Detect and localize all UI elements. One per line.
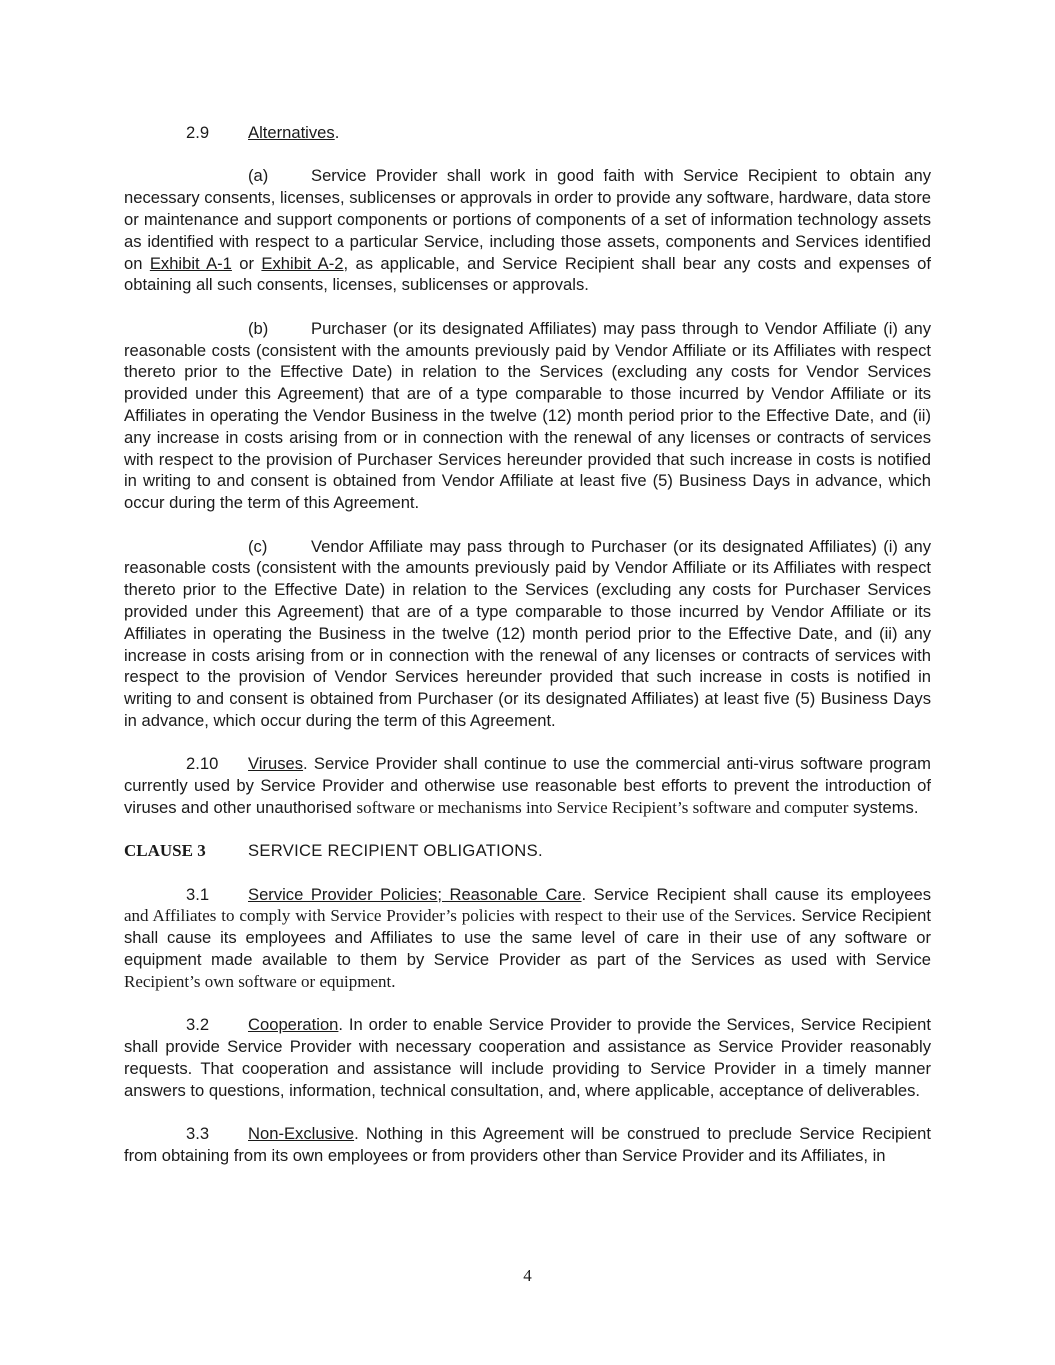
section-2-9-b xyxy=(124,318,931,514)
section-number: 2.10 xyxy=(186,754,219,774)
section-2-9-a xyxy=(124,165,931,296)
section-title: Non-Exclusive xyxy=(248,1124,355,1144)
section-number: 3.3 xyxy=(186,1124,210,1144)
section-title: Alternatives xyxy=(248,123,335,142)
paragraph-text: Recipient’s own software or equipment. xyxy=(124,971,396,991)
section-title: Service Provider Policies; Reasonable Care xyxy=(248,884,582,904)
paragraph-text: Service Recipient shall cause its employees and Affiliates to use the same level of care in their use of any software or equipment made available to them by Service Provider as part of the Services as used with Service xyxy=(124,906,931,970)
section-2-10 xyxy=(124,753,931,818)
section-2-9-heading xyxy=(124,122,931,144)
paragraph-text: Vendor Affiliate may pass through to Purchaser (or its designated Affiliates) (i) any reasonable costs (consistent with the amounts previously paid by Vendor Affiliate or its Affiliates with respect thereto prior to the Effective Date) in relation to the Services (excluding any costs for Purchaser Services provided under this Agreement) that are of a type comparable to those incurred by Vendor Affiliate or its Affiliates in operating the Business in the twelve (12) month period prior to the Effective Date, and (ii) any increase in costs arising from or in connection with the renewal of any licenses or contracts of services with respect to the provision of Vendor Services hereunder provided that such increase in costs is notified in writing to and consent is obtained from Purchaser (or its designated Affiliates) at least five (5) Business Days in advance, which occur during the term of this Agreement. xyxy=(124,536,931,730)
paragraph-text: Purchaser (or its designated Affiliates) may pass through to Vendor Affiliate (i) any reasonable costs (consistent with the amounts previously paid by Vendor Affiliate or its Affiliates with respect thereto prior to the Effective Date) in relation to the Services (excluding any costs for Vendor Services provided under this Agreement) that are of a type comparable to those incurred by Vendor Affiliate or its Affiliates in operating the Vendor Business in the twelve (12) month period prior to the Effective Date, and (ii) any increase in costs arising from or in connection with the renewal of any licenses or contracts of services with respect to the provision of Purchaser Services hereunder provided that such increase in costs is notified in writing to and consent is obtained from Vendor Affiliate at least five (5) Business Days in advance, which occur during the term of this Agreement. xyxy=(124,318,931,513)
paragraph-text: Service Provider shall work in good faith with Service Recipient to obtain any necessary consents, licenses, sublicenses or approvals in order to provide any software, hardware, data store or maintenance and support components or portions of components of a set of information technology assets as identified with respect to a particular Service, including those assets, components and Services identified on xyxy=(124,166,931,273)
section-title-punct: . xyxy=(334,123,340,142)
page-number: 4 xyxy=(523,1266,532,1285)
paragraph-text: , as applicable, and Service Recipient shall bear any costs and expenses of obtaining all such consents, licenses, sublicenses or approvals. xyxy=(124,253,931,295)
section-3-3 xyxy=(124,1123,931,1167)
section-number: 3.1 xyxy=(186,884,210,904)
document-body xyxy=(124,122,931,1188)
section-number: 3.2 xyxy=(186,1015,210,1035)
section-3-1 xyxy=(124,884,931,993)
paragraph-text: systems. xyxy=(848,797,919,817)
paragraph-text: and Affiliates to comply with Service Provider’s policies with respect to their use of the Services. xyxy=(124,906,796,926)
section-number: 2.9 xyxy=(186,123,210,142)
exhibit-a-2-reference: Exhibit A-2 xyxy=(261,253,344,273)
paragraph-text: . In order to enable Service Provider to provide the Services, Service Recipient shall provide Service Provider with necessary cooperation and assistance as Service Provider reasonably requests. That cooperation and assistance will include providing to Service Provider in a timely manner answers to questions, information, technical consultation, and, where applicable, acceptance of deliverables. xyxy=(124,1015,931,1100)
clause-3-heading xyxy=(124,840,931,862)
subsection-label: (a) xyxy=(248,166,269,186)
section-title: Viruses xyxy=(248,754,304,774)
paragraph-text: software or mechanisms into Service Recipient’s software and computer xyxy=(356,797,849,817)
paragraph-text: or xyxy=(231,253,262,273)
section-title: Cooperation xyxy=(248,1015,339,1035)
clause-number: CLAUSE 3 xyxy=(124,841,206,861)
paragraph-text: . Nothing in this Agreement will be construed to preclude Service Recipient from obtaining from its own employees or from providers other than Service Provider and its Affiliates, in xyxy=(124,1124,931,1165)
section-2-9-c xyxy=(124,536,931,732)
paragraph-text: . Service Provider shall continue to use the commercial anti-virus software program currently used by Service Provider and otherwise use reasonable best efforts to prevent the introduction of viruses and other unauthorised xyxy=(124,754,931,817)
paragraph-text: . Service Recipient shall cause its employees xyxy=(581,884,932,904)
clause-title: SERVICE RECIPIENT OBLIGATIONS. xyxy=(248,841,543,861)
subsection-label: (b) xyxy=(248,318,269,338)
exhibit-a-1-reference: Exhibit A-1 xyxy=(149,253,232,273)
section-3-2 xyxy=(124,1014,931,1101)
subsection-label: (c) xyxy=(248,536,268,556)
